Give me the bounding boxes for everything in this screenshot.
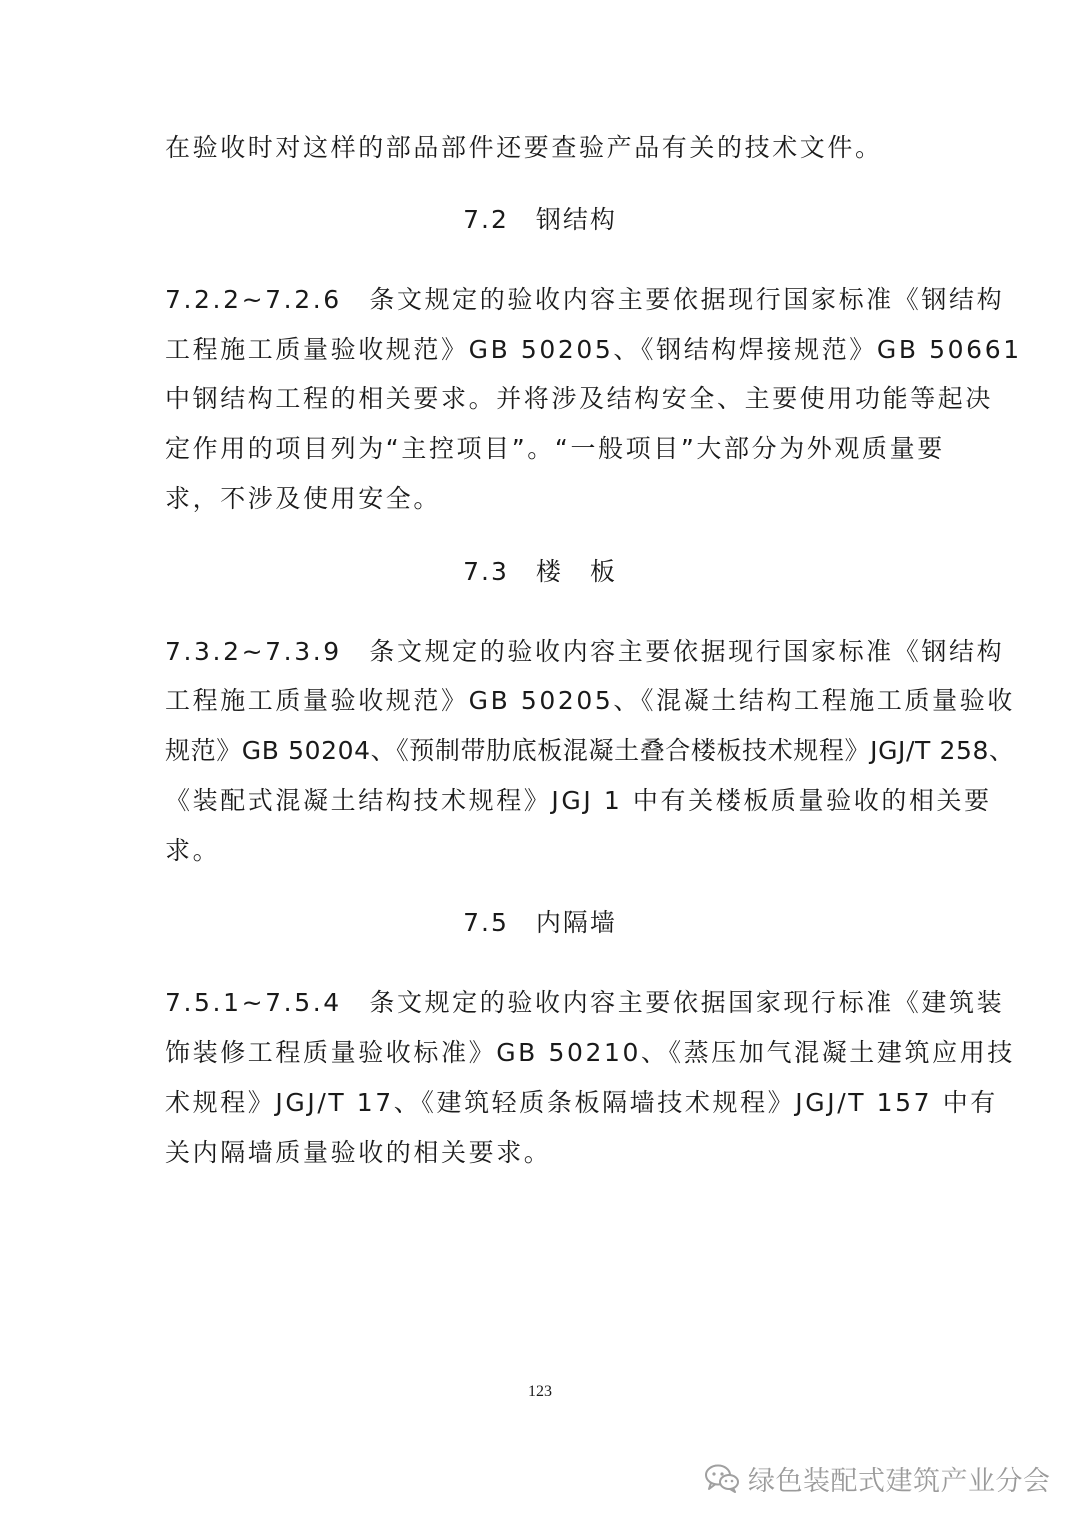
paragraph-line: 求，不涉及使用安全。 — [165, 484, 442, 513]
watermark-text: 绿色装配式建筑产业分会 — [748, 1465, 1051, 1497]
paragraph-line: 饰装修工程质量验收标准》GB 50210、《蒸压加气混凝土建筑应用技 — [165, 1038, 1015, 1067]
paragraph-line: 中钢结构工程的相关要求。并将涉及结构安全、主要使用功能等起决 — [165, 384, 994, 413]
paragraph-line: 7.2.2~7.2.6 条文规定的验收内容主要依据现行国家标准《钢结构 — [165, 285, 1005, 314]
paragraph-line: 《装配式混凝土结构技术规程》JGJ 1 中有关楼板质量验收的相关要 — [165, 786, 992, 815]
paragraph-line: 7.3.2~7.3.9 条文规定的验收内容主要依据现行国家标准《钢结构 — [165, 637, 1005, 666]
section-heading-7-2: 7.2 钢结构 — [463, 205, 617, 234]
intro-line: 在验收时对这样的部品部件还要查验产品有关的技术文件。 — [165, 133, 883, 162]
paragraph-line: 工程施工质量验收规范》GB 50205、《混凝土结构工程施工质量验收 — [165, 686, 1015, 715]
paragraph-line: 7.5.1~7.5.4 条文规定的验收内容主要依据国家现行标准《建筑装 — [165, 988, 1005, 1017]
paragraph-line: 求。 — [165, 836, 221, 865]
page-number: 123 — [528, 1383, 552, 1400]
section-heading-7-5: 7.5 内隔墙 — [463, 908, 617, 937]
paragraph-line: 关内隔墙质量验收的相关要求。 — [165, 1138, 552, 1167]
section-heading-7-3: 7.3 楼 板 — [463, 557, 617, 586]
watermark — [704, 1458, 1051, 1498]
paragraph-line: 规范》GB 50204、《预制带肋底板混凝土叠合楼板技术规程》JGJ/T 258、 — [165, 736, 1015, 765]
paragraph-line: 工程施工质量验收规范》GB 50205、《钢结构焊接规范》GB 50661 — [165, 335, 1022, 364]
paragraph-line: 定作用的项目列为“主控项目”。“一般项目”大部分为外观质量要 — [165, 434, 945, 463]
wechat-icon — [704, 1463, 740, 1493]
paragraph-line: 术规程》JGJ/T 17、《建筑轻质条板隔墙技术规程》JGJ/T 157 中有 — [165, 1088, 998, 1117]
